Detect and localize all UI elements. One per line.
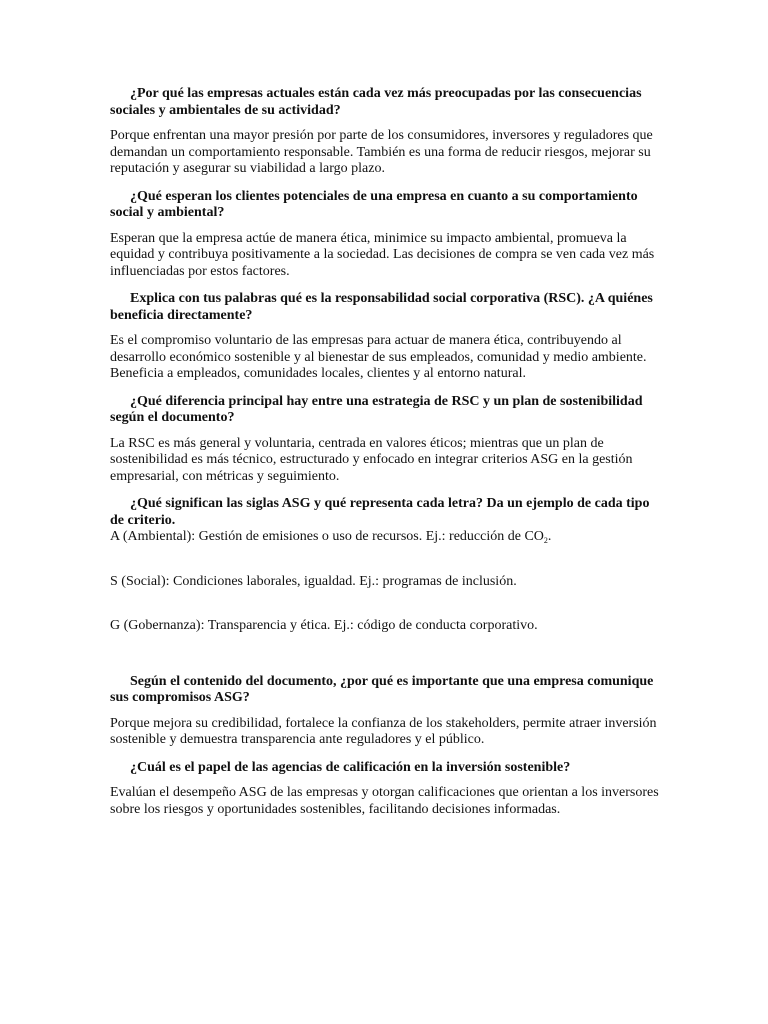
answer-7: Evalúan el desempeño ASG de las empresas y otorgan calificaciones que orientan a los inversores sobre los riesgos y oportunidades sostenibles, facilitando decisiones informadas. — [110, 785, 659, 817]
co2-subscript: 2 — [543, 536, 548, 545]
answer-3: Es el compromiso voluntario de las empresas para actuar de manera ética, contribuyendo al desarrollo económico sostenible y al bienestar de sus empleados, comunidad y medio ambiente. Beneficia a empleados, comunidades locales, clientes y al entorno natural. — [110, 333, 647, 381]
answer-2: Esperan que la empresa actúe de manera ética, minimice su impacto ambiental, promueva la equidad y contribuya positivamente a la sociedad. Las decisiones de compra se ven cada vez más influenciadas por estos factores. — [110, 230, 655, 279]
answer-1: Porque enfrentan una mayor presión por parte de los consumidores, inversores y reguladores que demandan un comportamiento responsable. También es una forma de reducir riesgos, mejorar su reputación y asegurar su viabilidad a largo plazo. — [110, 128, 653, 176]
question-1: ¿Por qué las empresas actuales están cada vez más preocupadas por las consecuencias sociales y ambientales de su actividad? — [110, 86, 642, 118]
asg-gobernanza: G (Gobernanza): Transparencia y ética. Ej.: código de conducta corporativo. — [110, 618, 538, 633]
asg-social: S (Social): Condiciones laborales, igualdad. Ej.: programas de inclusión. — [110, 573, 517, 589]
question-5: ¿Qué significan las siglas ASG y qué representa cada letra? Da un ejemplo de cada tipo de criterio. — [110, 496, 650, 528]
question-6: Según el contenido del documento, ¿por qué es importante que una empresa comunique sus compromisos ASG? — [110, 673, 654, 705]
asg-ambiental-end: . — [547, 529, 552, 544]
answer-4: La RSC es más general y voluntaria, centrada en valores éticos; mientras que un plan de sostenibilidad es más técnico, estructurado y enfocado en integrar criterios ASG en la gestión empresarial, con métricas y seguimiento. — [110, 435, 633, 484]
document-page — [110, 86, 660, 818]
asg-ambiental-text: A (Ambiental): Gestión de emisiones o uso de recursos. Ej.: reducción de CO — [110, 529, 544, 544]
answer-6: Porque mejora su credibilidad, fortalece la confianza de los stakeholders, permite atraer inversión sostenible y demuestra transparencia ante reguladores y el público. — [110, 715, 657, 747]
question-4: ¿Qué diferencia principal hay entre una estrategia de RSC y un plan de sostenibilidad según el documento? — [110, 393, 643, 425]
question-3: Explica con tus palabras qué es la responsabilidad social corporativa (RSC). ¿A quiénes beneficia directamente? — [110, 291, 653, 323]
asg-ambiental — [110, 529, 660, 546]
question-2: ¿Qué esperan los clientes potenciales de una empresa en cuanto a su comportamiento social y ambiental? — [110, 188, 638, 220]
question-7: ¿Cuál es el papel de las agencias de calificación en la inversión sostenible? — [130, 759, 571, 775]
